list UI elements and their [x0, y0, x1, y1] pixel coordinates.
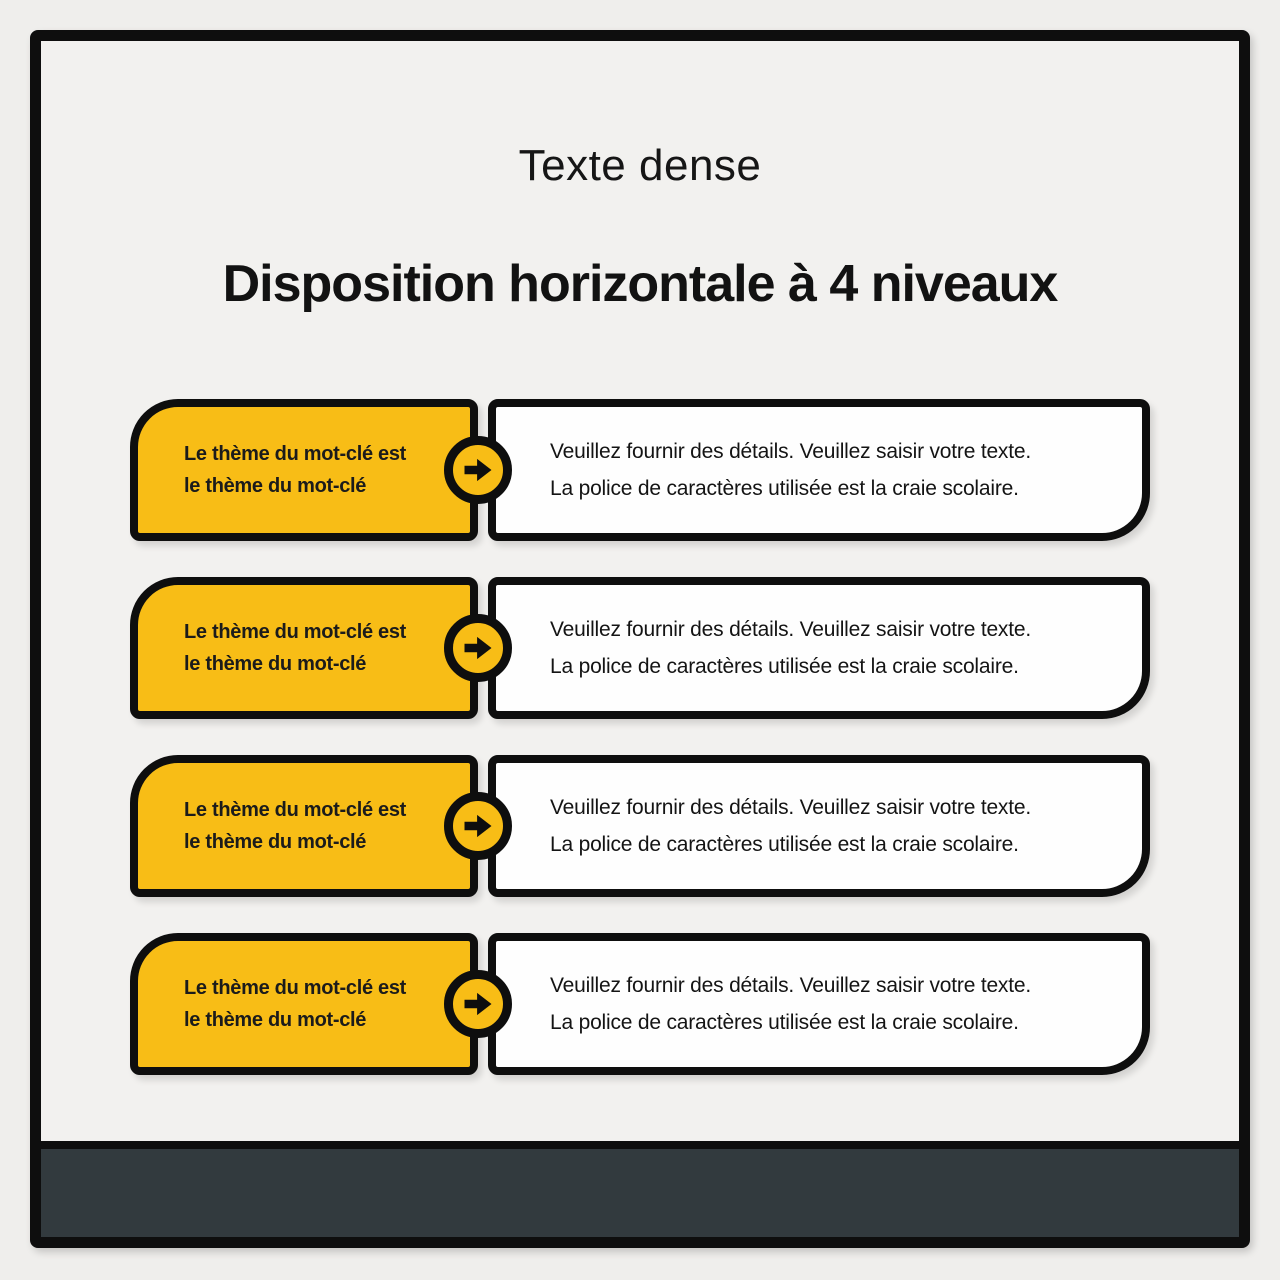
detail-text-line1: Veuillez fournir des détails. Veuillez saisir votre texte. — [550, 440, 1031, 463]
right-arrow-icon — [460, 808, 496, 844]
arrow-badge — [444, 436, 512, 504]
keyword-text-line2: le thème du mot-clé — [184, 475, 367, 497]
keyword-text-line2: le thème du mot-clé — [184, 653, 367, 675]
detail-text-line1: Veuillez fournir des détails. Veuillez saisir votre texte. — [550, 796, 1031, 819]
arrow-badge — [444, 614, 512, 682]
detail-box — [488, 755, 1150, 897]
keyword-box — [130, 577, 478, 719]
arrow-badge — [444, 970, 512, 1038]
keyword-text-line1: Le thème du mot-clé est — [184, 443, 407, 465]
detail-text-line1: Veuillez fournir des détails. Veuillez saisir votre texte. — [550, 618, 1031, 641]
detail-text-line2: La police de caractères utilisée est la craie scolaire. — [550, 1011, 1019, 1034]
keyword-text-line1: Le thème du mot-clé est — [184, 799, 407, 821]
arrow-badge — [444, 792, 512, 860]
level-row-4 — [130, 933, 1150, 1075]
keyword-text-line1: Le thème du mot-clé est — [184, 977, 407, 999]
keyword-box — [130, 933, 478, 1075]
keyword-text-line2: le thème du mot-clé — [184, 831, 367, 853]
detail-box — [488, 399, 1150, 541]
slide-subtitle: Texte dense — [518, 141, 762, 190]
detail-text-line2: La police de caractères utilisée est la craie scolaire. — [550, 833, 1019, 856]
slide-title: Disposition horizontale à 4 niveaux — [222, 255, 1058, 313]
level-row-1 — [130, 399, 1150, 541]
keyword-box — [130, 399, 478, 541]
detail-box — [488, 933, 1150, 1075]
keyword-box — [130, 755, 478, 897]
detail-text-line2: La police de caractères utilisée est la craie scolaire. — [550, 477, 1019, 500]
detail-text-line1: Veuillez fournir des détails. Veuillez saisir votre texte. — [550, 974, 1031, 997]
detail-text-line2: La police de caractères utilisée est la craie scolaire. — [550, 655, 1019, 678]
level-row-2 — [130, 577, 1150, 719]
right-arrow-icon — [460, 986, 496, 1022]
footer-bar — [41, 1141, 1239, 1237]
detail-box — [488, 577, 1150, 719]
right-arrow-icon — [460, 630, 496, 666]
right-arrow-icon — [460, 452, 496, 488]
keyword-text-line1: Le thème du mot-clé est — [184, 621, 407, 643]
slide-frame — [30, 30, 1250, 1248]
level-row-3 — [130, 755, 1150, 897]
levels-list — [130, 399, 1150, 1075]
keyword-text-line2: le thème du mot-clé — [184, 1009, 367, 1031]
